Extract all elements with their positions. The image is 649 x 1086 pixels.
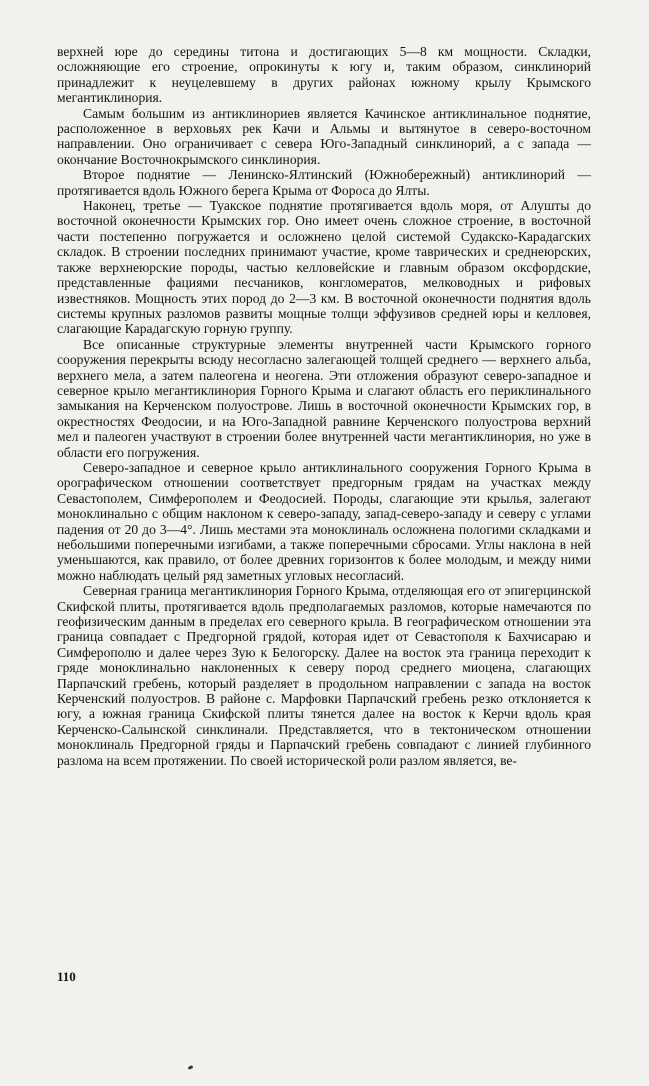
paragraph-7: Северная граница мегантиклинория Горного Крыма, отделяющая его от эпигерцинской Скифской плиты, протягивается вдоль предполагаемых разломов, которые намечаются по геофизическим данным в пределах его северного крыла. В географическом отношении эта граница совпадает с Предгорной грядой, которая идет от Севастополя к Бахчисараю и Симферополю и далее через Зую к Белогорску. Далее на восток эта граница переходит к гряде моноклинально наклоненных к северу пород среднего миоцена, слагающих Парпачский гребень, который разделяет в продольном направлении с запада на восток Керченский полуостров. В районе с. Марфовки Парпачский гребень резко отклоняется к югу, а южная граница Скифской плиты тянется далее на восток к Керчи вдоль края Керченско-Салынской синклинали. Представляется, что в тектоническом отношении моноклиналь Предгорной гряды и Парпачский гребень совпадают с линией глубинного разлома на всем протяжении. По своей исторической роли разлом является, ве- [57, 583, 591, 768]
paragraph-6: Северо-западное и северное крыло антиклинального сооружения Горного Крыма в орографическом отношении соответствует предгорным грядам на участках между Севастополем, Симферополем и Феодосией. Породы, слагающие эти крылья, залегают моноклинально с общим наклоном к северо-западу, запад-северо-западу и северу с углами падения от 20 до 3—4°. Лишь местами эта моноклиналь осложнена пологими складками и небольшими поперечными изгибами, а также поперечными сбросами. Углы наклона в ней уменьшаются, как правило, от более древних горизонтов к более молодым, и между ними можно наблюдать целый ряд заметных угловых несогласий. [57, 459, 591, 583]
paragraph-3: Второе поднятие — Ленинско-Ялтинский (Южнобережный) антиклинорий — протягивается вдоль Южного берега Крыма от Фороса до Ялты. [57, 167, 591, 198]
paragraph-4: Наконец, третье — Туакское поднятие протягивается вдоль моря, от Алушты до восточной оконечности Крымских гор. Оно имеет очень сложное строение, в восточной части постепенно погружается и осложнено целой системой Судакско-Карадагских складок. В строении последних принимают участие, кроме таврических и среднеюрских, также верхнеюрские породы, частью келловейские и главным образом оксфордские, представленные фациями песчаников, конгломератов, мелководных и рифовых известняков. Мощность этих пород до 2—3 км. В восточной оконечности поднятия вдоль системы крупных разломов развиты мощные толщи эффузивов средней юры и келловея, слагающие Карадагскую горную группу. [57, 198, 591, 337]
paragraph-5: Все описанные структурные элементы внутренней части Крымского горного сооружения перекрыты всюду несогласно залегающей толщей среднего — верхнего альба, верхнего мела, а затем палеогена и неогена. Эти отложения образуют северо-западное и северное крыло мегантиклинория Горного Крыма и слагают область его периклинального замыкания на Керченском полуострове. Лишь в восточной оконечности Крымских гор, в окрестностях Феодосии, и на Юго-Западной равнине Керченского полуострова верхний мел и палеоген участвуют в строении более внутренней части мегантиклинория, но уже в области его погружения. [57, 336, 591, 460]
page-text [57, 44, 591, 768]
page-number: 110 [57, 969, 76, 984]
print-speck [188, 1065, 194, 1070]
paragraph-2: Самым большим из антиклинориев является Качинское антиклинальное поднятие, расположенное в верховьях рек Качи и Альмы и вытянутое в северо-восточном направлении. Оно ограничивает с севера Юго-Западный синклинорий, а с запада — окончание Восточнокрымского синклинория. [57, 105, 591, 167]
paragraph-1: верхней юре до середины титона и достигающих 5—8 км мощности. Складки, осложняющие его строение, опрокинуты к югу и, таким образом, синклинорий принадлежит к неуцелевшему в других районах южному крылу Крымского мегантиклинория. [57, 44, 591, 106]
